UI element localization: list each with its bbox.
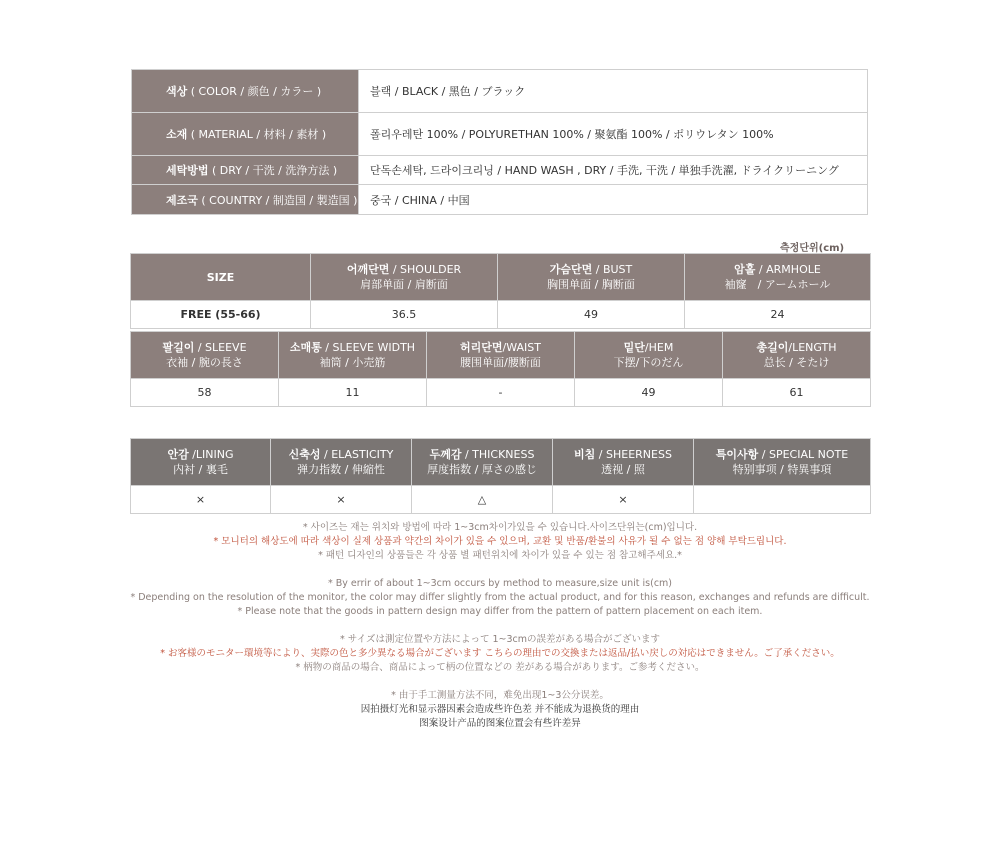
info-key [132, 156, 359, 185]
header-sleeve-width [279, 332, 427, 379]
size-cell: 36.5 [311, 301, 498, 329]
info-key-ko: 세탁방법 [166, 164, 209, 177]
header-thickness [412, 439, 553, 486]
header-sleeve [131, 332, 279, 379]
feel-cell [694, 486, 871, 514]
header-en: / ARMHOLE [755, 263, 821, 276]
header-sub: 肩部单面 / 肩断面 [360, 278, 448, 291]
header-en: /WAIST [502, 341, 541, 354]
info-value: 중국 / CHINA / 中国 [359, 185, 868, 215]
header-size [131, 254, 311, 301]
notes-korean [0, 521, 1000, 563]
header-armhole [685, 254, 871, 301]
size-cell: 49 [575, 379, 723, 407]
header-ko: 두께감 [429, 448, 462, 461]
info-value: 블랙 / BLACK / 黑色 / ブラック [359, 70, 868, 113]
info-key-rest: ( DRY / 干洗 / 洗浄方法 ) [208, 164, 338, 177]
header-sub: 透视 / 照 [601, 463, 645, 476]
header-hem [575, 332, 723, 379]
note-line: * 모니터의 해상도에 따라 색상이 실제 상품과 약간의 차이가 있을 수 있으며, 교환 및 반품/환불의 사유가 될 수 없는 점 양해 부탁드립니다. [213, 536, 787, 547]
header-ko: 암홀 [734, 263, 756, 276]
size-cell: - [427, 379, 575, 407]
header-sub: 衣袖 / 腕の長さ [166, 356, 243, 369]
size-cell: 61 [723, 379, 871, 407]
header-en: / SHOULDER [389, 263, 462, 276]
header-ko: SIZE [206, 270, 235, 284]
size-table-2 [130, 331, 871, 407]
header-en: /LINING [188, 448, 234, 461]
feel-cell: × [271, 486, 412, 514]
size-value-row [131, 379, 871, 407]
feel-cell: × [553, 486, 694, 514]
size-header-row [131, 332, 871, 379]
product-info-table [131, 69, 868, 215]
info-key-ko: 제조국 [166, 193, 198, 207]
header-sub: 总长 / そたけ [763, 356, 830, 369]
unit-label: 측정단위(cm) [780, 243, 845, 254]
note-line: 因拍摄灯光和显示器因素会造成些许色差 并不能成为退换货的理由 [360, 704, 640, 715]
header-ko: 특이사항 [715, 448, 759, 461]
note-line: * Please note that the goods in pattern design may differ from the pattern of pattern placement on each item. [237, 606, 763, 617]
header-ko: 어깨단면 [346, 263, 390, 276]
header-sheerness [553, 439, 694, 486]
header-en: / BUST [592, 263, 633, 276]
header-bust [498, 254, 685, 301]
header-elasticity [271, 439, 412, 486]
header-lining [131, 439, 271, 486]
info-key-rest: ( COLOR / 颜色 / カラー ) [187, 85, 322, 98]
note-line: * Depending on the resolution of the monitor, the color may differ slightly from the actual product, and for this reason, exchanges and refunds are difficult. [130, 592, 870, 603]
size-cell: 11 [279, 379, 427, 407]
header-en: / SHEERNESS [595, 448, 672, 461]
header-ko: 소매통 [289, 341, 322, 354]
info-key [132, 113, 359, 156]
note-line: * By errir of about 1~3cm occurs by method to measure,size unit is(cm) [327, 578, 673, 589]
header-special-note [694, 439, 871, 486]
note-line: * 柄物の商品の場合、商品によって柄の位置などの 差がある場合があります。ご参考ください。 [295, 662, 705, 673]
header-en: /LENGTH [788, 341, 837, 354]
size-cell: 58 [131, 379, 279, 407]
feel-value-row [131, 486, 871, 514]
info-row-material [132, 113, 868, 156]
header-ko: 밑단 [623, 341, 645, 354]
size-cell: 49 [498, 301, 685, 329]
fabric-feel-table [130, 438, 871, 514]
note-line: * サイズは測定位置や方法によって 1~3cmの誤差がある場合がございます [339, 634, 661, 645]
header-en: / SPECIAL NOTE [758, 448, 849, 461]
header-ko: 안감 [167, 448, 189, 461]
note-line: * 패턴 디자인의 상품들은 각 상품 별 패턴위치에 차이가 있을 수 있는 점 참고해주세요.* [318, 550, 682, 561]
info-value: 단독손세탁, 드라이크리닝 / HAND WASH , DRY / 手洗, 干洗 / 単独手洗濯, ドライクリーニング [359, 156, 868, 185]
note-line: * 사이즈는 재는 위치와 방법에 따라 1~3cm차이가있을 수 있습니다.사이즈단위는(cm)입니다. [302, 522, 698, 533]
notes-japanese [0, 633, 1000, 675]
header-en: /HEM [644, 341, 674, 354]
feel-cell: × [131, 486, 271, 514]
size-cell: FREE (55-66) [131, 301, 311, 329]
header-sub: 腰围单面/腰断面 [460, 356, 541, 369]
info-row-color [132, 70, 868, 113]
header-sub: 厚度指数 / 厚さの感じ [427, 463, 537, 476]
info-row-country [132, 185, 868, 215]
size-cell: 24 [685, 301, 871, 329]
header-length [723, 332, 871, 379]
header-shoulder [311, 254, 498, 301]
info-key-ko: 소재 [166, 128, 188, 141]
info-key [132, 185, 359, 215]
info-row-wash [132, 156, 868, 185]
header-waist [427, 332, 575, 379]
header-en: / SLEEVE WIDTH [321, 341, 416, 354]
feel-cell: △ [412, 486, 553, 514]
header-sub: 下摆/下のだん [613, 356, 684, 369]
header-sub: 弹力指数 / 伸縮性 [297, 463, 385, 476]
info-key-rest: ( COUNTRY / 制造国 / 製造国 ) [197, 193, 358, 207]
info-key-ko: 색상 [166, 85, 188, 98]
header-en: / SLEEVE [194, 341, 247, 354]
header-ko: 가슴단면 [549, 263, 593, 276]
header-ko: 팔길이 [162, 341, 195, 354]
header-sub: 袖窿 / アームホール [724, 278, 831, 291]
size-header-row [131, 254, 871, 301]
header-sub: 袖筒 / 小売筋 [319, 356, 386, 369]
header-sub: 特别事项 / 特異事項 [732, 463, 832, 476]
header-ko: 비침 [574, 448, 596, 461]
header-ko: 허리단면 [460, 341, 503, 354]
size-value-row [131, 301, 871, 329]
header-en: / THICKNESS [461, 448, 535, 461]
header-sub: 胸围单面 / 胸断面 [547, 278, 635, 291]
header-ko: 신축성 [288, 448, 321, 461]
info-value: 폴리우레탄 100% / POLYURETHAN 100% / 聚氨酯 100% / ポリウレタン 100% [359, 113, 868, 156]
header-ko: 총길이 [756, 341, 789, 354]
info-key [132, 70, 359, 113]
feel-header-row [131, 439, 871, 486]
notes-english [0, 577, 1000, 619]
header-en: / ELASTICITY [320, 448, 394, 461]
info-key-rest: ( MATERIAL / 材料 / 素材 ) [187, 128, 327, 141]
notes-chinese [0, 689, 1000, 731]
note-line: * 由于手工测量方法不同，难免出现1~3公分误差。 [391, 690, 609, 701]
header-sub: 内衬 / 裏毛 [173, 463, 228, 476]
note-line: * お客様のモニター環境等により、実際の色と多少異なる場合がございます こちらの理由での交換または返品/払い戻しの対応はできません。ご了承ください。 [160, 648, 840, 659]
note-line: 图案设计产品的图案位置会有些许差异 [419, 718, 581, 729]
size-table-1 [130, 253, 871, 329]
